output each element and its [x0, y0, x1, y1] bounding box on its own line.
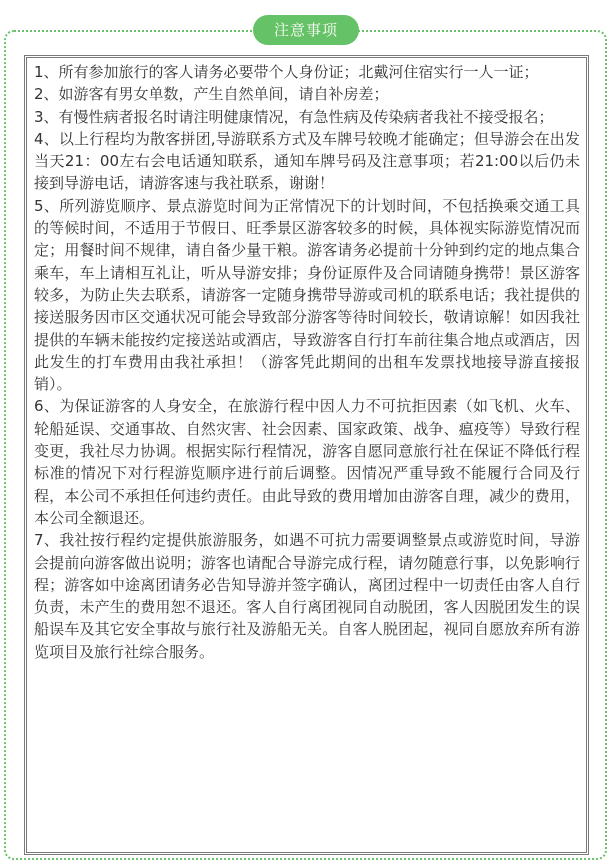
note-item-3: 3、有慢性病者报名时请注明健康情况，有急性病及传染病者我社不接受报名；	[34, 107, 554, 126]
note-item-2: 2、如游客有男女单数，产生自然单间，请自补房差；	[34, 85, 389, 104]
note-item-1: 1、所有参加旅行的客人请务必要带个人身份证；北戴河住宿实行一人一证；	[34, 63, 539, 81]
notes-panel	[24, 55, 589, 855]
note-item-7: 7、我社按行程约定提供旅游服务，如遇不可抗力需要调整景点或游览时间，导游会提前向游客做出说明；游客也请配合导游完成行程，请勿随意行事，以免影响行程；游客如中途离团请务必告知导游并签字确认，离团过程中一切责任由客人自行负责，未产生的费用恕不退还。客人自行离团视同自动脱团，客人因脱团发生的误船误车及其它安全事故与旅行社及游船无关。自客人脱团起，视同自愿放弃所有游览项目及旅行社综合服务。	[34, 531, 580, 661]
note-item-4: 4、以上行程均为散客拼团,导游联系方式及车牌号较晚才能确定；但导游会在出发当天21：00左右会电话通知联系，通知车牌号码及注意事项；若21:00以后仍未接到导游电话，请游客速与我社联系，谢谢！	[34, 129, 580, 193]
note-item-5: 5、所列游览顺序、景点游览时间为正常情况下的计划时间，不包括换乘交通工具的等候时间，不适用于节假日、旺季景区游客较多的时候，具体视实际游览情况而定；用餐时间不规律，请自备少量干粮。游客请务必提前十分钟到约定的地点集合乘车，车上请相互礼让，听从导游安排；身份证原件及合同请随身携带！景区游客较多，为防止失去联系，请游客一定随身携带导游或司机的联系电话；我社提供的接送服务因市区交通状况可能会导致部分游客等待时间较长，敬请谅解！如因我社提供的车辆未能按约定接送站或酒店，导致游客自行打车前往集合地点或酒店，因此发生的打车费用由我社承担！（游客凭此期间的出租车发票找地接导游直接报销）。	[34, 196, 580, 394]
note-item-6: 6、为保证游客的人身安全，在旅游行程中因人力不可抗拒因素（如飞机、火车、轮船延误、交通事故、自然灾害、社会因素、国家政策、战争、瘟疫等）导致行程变更，我社尽力协调。根据实际行程情况，游客自愿同意旅行社在保证不降低行程标准的情况下对行程游览顺序进行前后调整。因情况严重导致不能履行合同及行程，本公司不承担任何违约责任。由此导致的费用增加由游客自理，减少的费用，本公司全额退还。	[34, 397, 580, 527]
section-title: 注意事项	[253, 15, 359, 45]
